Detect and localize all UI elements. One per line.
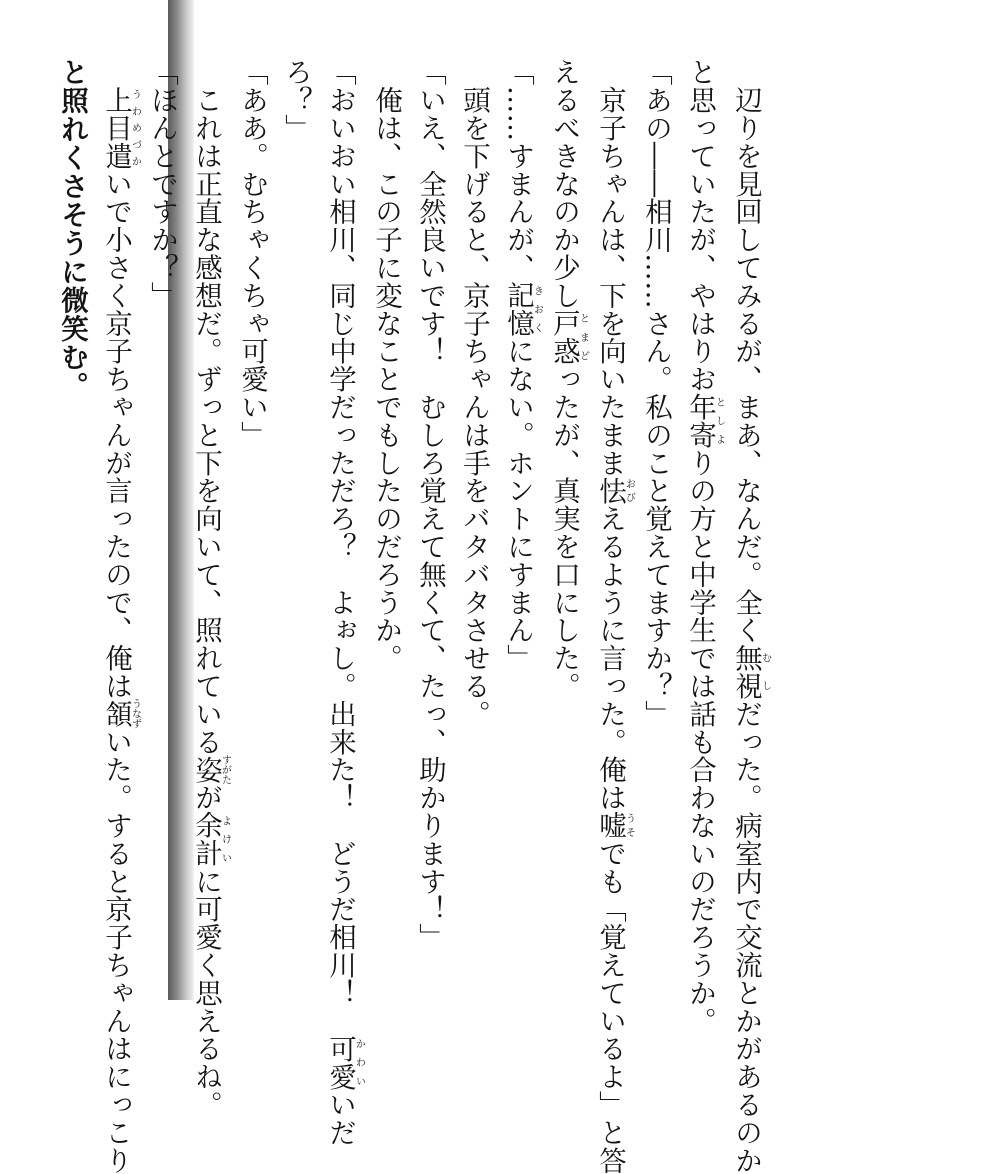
- furigana: きおく: [531, 281, 543, 338]
- text-segment: えるように言った。俺は: [594, 504, 626, 812]
- text-segment: 「ほんとですか？」: [146, 58, 178, 310]
- text-segment: 「ああ。むちゃくちゃ可愛い」: [236, 58, 268, 449]
- text-segment: りの方と中学生では話も合わないのだろうか。: [684, 448, 716, 1035]
- text-line: [408, 58, 452, 978]
- ruby-word: 戸惑とまど: [548, 309, 589, 365]
- text-line: [452, 58, 496, 978]
- furigana: うなず: [129, 698, 141, 729]
- ruby-word: 記憶きおく: [502, 281, 543, 338]
- ruby-word: 上目遣うわめづか: [100, 85, 141, 170]
- text-segment: 「……すまんが、: [502, 58, 534, 282]
- text-segment: えるべきなのか少し: [548, 58, 580, 310]
- furigana: かわい: [353, 1034, 365, 1091]
- text-line: [588, 58, 635, 1174]
- text-line: [274, 58, 318, 978]
- furigana: としよ: [713, 392, 725, 449]
- text-line: [678, 58, 725, 1035]
- text-segment: 「あの――相川……さん。私のこと覚えてますか？」: [640, 58, 672, 728]
- ruby-word: 怯おび: [594, 476, 635, 505]
- furigana: うそ: [623, 811, 635, 840]
- text-line: [140, 58, 184, 978]
- text-segment: 「おいおい相川、同じ中学だっただろ？ よぉし。出来た！ どうだ相川！: [324, 58, 356, 1035]
- vertical-text-body: [50, 58, 771, 1174]
- text-segment: と照れくさそうに微笑む。: [56, 58, 88, 400]
- furigana: うわめづか: [129, 85, 141, 170]
- text-segment: これは正直な感想だ。ずっと下を向いて、照れている: [190, 58, 222, 756]
- text-segment: だった。病室内で交流とかがあるのか: [730, 699, 762, 1174]
- text-line: [724, 58, 771, 1174]
- ruby-word: 可愛かわい: [324, 1034, 365, 1091]
- furigana: とまど: [577, 309, 589, 365]
- text-line: [364, 58, 408, 978]
- text-segment: いで小さく京子ちゃんが言ったので、俺は: [100, 169, 132, 700]
- text-segment: でも「覚えているよ」と答: [594, 839, 626, 1174]
- text-line: [318, 58, 365, 1147]
- text-line: [94, 58, 141, 1174]
- text-segment: にない。ホントにすまん」: [502, 337, 534, 672]
- text-segment: ろ？」: [280, 58, 312, 142]
- ruby-word: 嘘うそ: [594, 811, 635, 840]
- text-segment: いた。すると京子ちゃんはにっこり: [100, 727, 132, 1174]
- text-segment: 辺りを見回してみるが、まあ、なんだ。全く: [730, 58, 762, 644]
- text-line: [184, 58, 231, 1119]
- text-line: [542, 58, 588, 978]
- furigana: よけい: [219, 811, 231, 868]
- text-line: [230, 58, 274, 978]
- text-segment: 俺は、この子に変なことでもしたのだろうか。: [370, 58, 402, 672]
- ruby-word: 無視むし: [730, 643, 771, 700]
- text-line: [496, 58, 542, 978]
- ruby-word: 姿すがた: [190, 754, 231, 785]
- furigana: むし: [759, 643, 771, 700]
- text-segment: が: [190, 783, 222, 812]
- text-segment: に可愛く思えるね。: [190, 867, 222, 1119]
- text-segment: 頭を下げると、京子ちゃんは手をバタバタさせる。: [458, 58, 490, 728]
- text-segment: [100, 58, 132, 86]
- furigana: すがた: [219, 754, 231, 785]
- ruby-word: 余計よけい: [190, 811, 231, 868]
- text-segment: ったが、真実を口にした。: [548, 364, 580, 700]
- text-segment: いだ: [324, 1090, 356, 1147]
- ruby-word: 年寄としよ: [684, 392, 725, 449]
- text-line: [634, 58, 678, 978]
- furigana: おび: [623, 476, 635, 505]
- text-line: [50, 58, 94, 978]
- text-segment: と思っていたが、やはりお: [684, 58, 716, 393]
- text-segment: 「いえ、全然良いです！ むしろ覚えて無くて、たっ、助かります！」: [414, 58, 446, 951]
- ruby-word: 頷うなず: [100, 698, 141, 729]
- text-segment: 京子ちゃんは、下を向いたまま: [594, 58, 626, 477]
